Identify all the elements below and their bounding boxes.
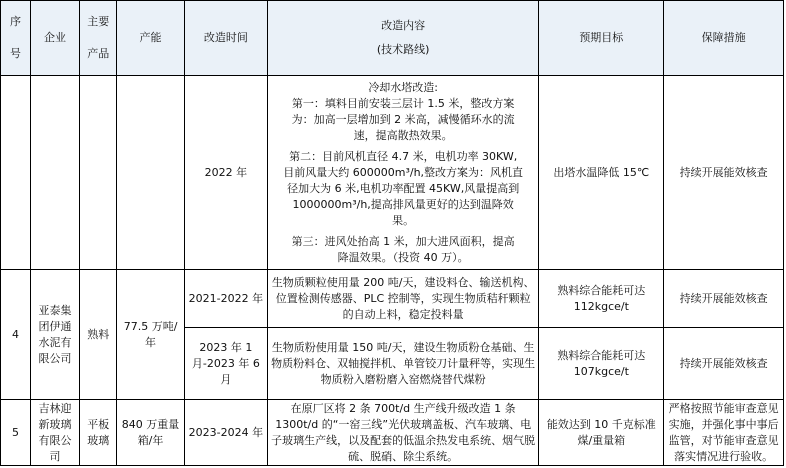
header-seq: 序 号	[1, 1, 31, 76]
yatai-measures-1-cell: 持续开展能效核查	[664, 270, 784, 328]
glass-company-cell: 吉林迎新玻璃有限公司	[30, 400, 79, 466]
content-line: 果。	[392, 213, 415, 227]
yatai-time-2-cell: 2023 年 1 月-2023 年 6 月	[184, 328, 267, 400]
cooling-content-cell	[268, 76, 539, 270]
yatai-product-cell: 熟料	[80, 270, 117, 400]
content-line: 第二：目前风机直径 4.7 米，电机功率 30KW,	[289, 149, 518, 163]
header-content	[268, 1, 539, 76]
yatai-content-1-cell: 生物质颗粒使用量 200 吨/天，建设料仓、输送机构、位置检测传感器、PLC 控制等，实现生物质秸秆颗粒的自动上料，稳定投料量	[268, 270, 539, 328]
glass-product-cell: 平板玻璃	[80, 400, 117, 466]
yatai-goal-2-cell: 熟料综合能耗可达 107kgce/t	[539, 328, 664, 400]
cooling-company-cell	[30, 76, 79, 270]
header-measures: 保障措施	[664, 1, 784, 76]
header-company: 企业	[30, 1, 79, 76]
header-capacity: 产能	[117, 1, 184, 76]
content-line: 目前风量大约 600000m³/h,整改方案为：风机直	[283, 165, 524, 179]
glass-seq-cell: 5	[1, 400, 31, 466]
content-line: 第一：填料目前安装三层计 1.5 米，整改方案	[291, 96, 515, 110]
glass-content-cell: 在原厂区将 2 条 700t/d 生产线升级改造 1 条 1300t/d 的“一窑三线”光伏玻璃盖板、汽车玻璃、电子玻璃生产线，以及配套的低温余热发电系统、烟气脱硫、脱硝、除尘系统。	[268, 400, 539, 466]
content-line: 降温效果。（投资 40 万）。	[337, 250, 469, 264]
table-row	[1, 270, 784, 328]
yatai-time-1-cell: 2021-2022 年	[184, 270, 267, 328]
yatai-capacity-cell: 77.5 万吨/年	[117, 270, 184, 400]
glass-time-cell: 2023-2024 年	[184, 400, 267, 466]
header-goal: 预期目标	[539, 1, 664, 76]
content-line: 1000000m³/h,提高排风量更好的达到温降效	[292, 197, 514, 211]
yatai-content-2-cell: 生物质粉使用量 150 吨/天，建设生物质粉仓基础、生物质粉料仓、双轴搅拌机、单管铰刀计量秤等，实现生物质粉入磨粉磨入窑燃烧替代煤粉	[268, 328, 539, 400]
cooling-seq-cell	[1, 76, 31, 270]
cooling-measures-cell: 持续开展能效核查	[664, 76, 784, 270]
header-product: 主要 产品	[80, 1, 117, 76]
header-row	[1, 1, 784, 76]
header-time: 改造时间	[184, 1, 267, 76]
yatai-company-cell: 亚泰集团伊通水泥有限公司	[30, 270, 79, 400]
header-content-title: 改造内容	[381, 19, 426, 32]
header-content-subtitle: (技术路线)	[376, 43, 430, 56]
cooling-product-cell	[80, 76, 117, 270]
content-line: 速，提高散热效果。	[353, 128, 453, 142]
cooling-time-cell: 2022 年	[184, 76, 267, 270]
content-line: 第三：进风处抬高 1 米，加大进风面积，提高	[291, 234, 515, 248]
content-line: 为：加高一层增加到 2 米高，减慢循环水的流	[291, 112, 515, 126]
cooling-goal-cell: 出塔水温降低 15℃	[539, 76, 664, 270]
yatai-goal-1-cell: 熟料综合能耗可达 112kgce/t	[539, 270, 664, 328]
table-row	[1, 76, 784, 270]
table-row	[1, 400, 784, 466]
cooling-capacity-cell	[117, 76, 184, 270]
yatai-seq-cell: 4	[1, 270, 31, 400]
content-line: 径加大为 6 米,电机功率配置 45KW,风量提高到	[287, 181, 520, 195]
glass-measures-cell: 严格按照节能审查意见实施，并强化事中事后监管，对节能审查意见落实情况进行验收。	[664, 400, 784, 466]
content-line: 冷却水塔改造:	[368, 80, 439, 94]
glass-goal-cell: 能效达到 10 千克标准煤/重量箱	[539, 400, 664, 466]
yatai-measures-2-cell: 持续开展能效核查	[664, 328, 784, 400]
glass-capacity-cell: 840 万重量箱/年	[117, 400, 184, 466]
